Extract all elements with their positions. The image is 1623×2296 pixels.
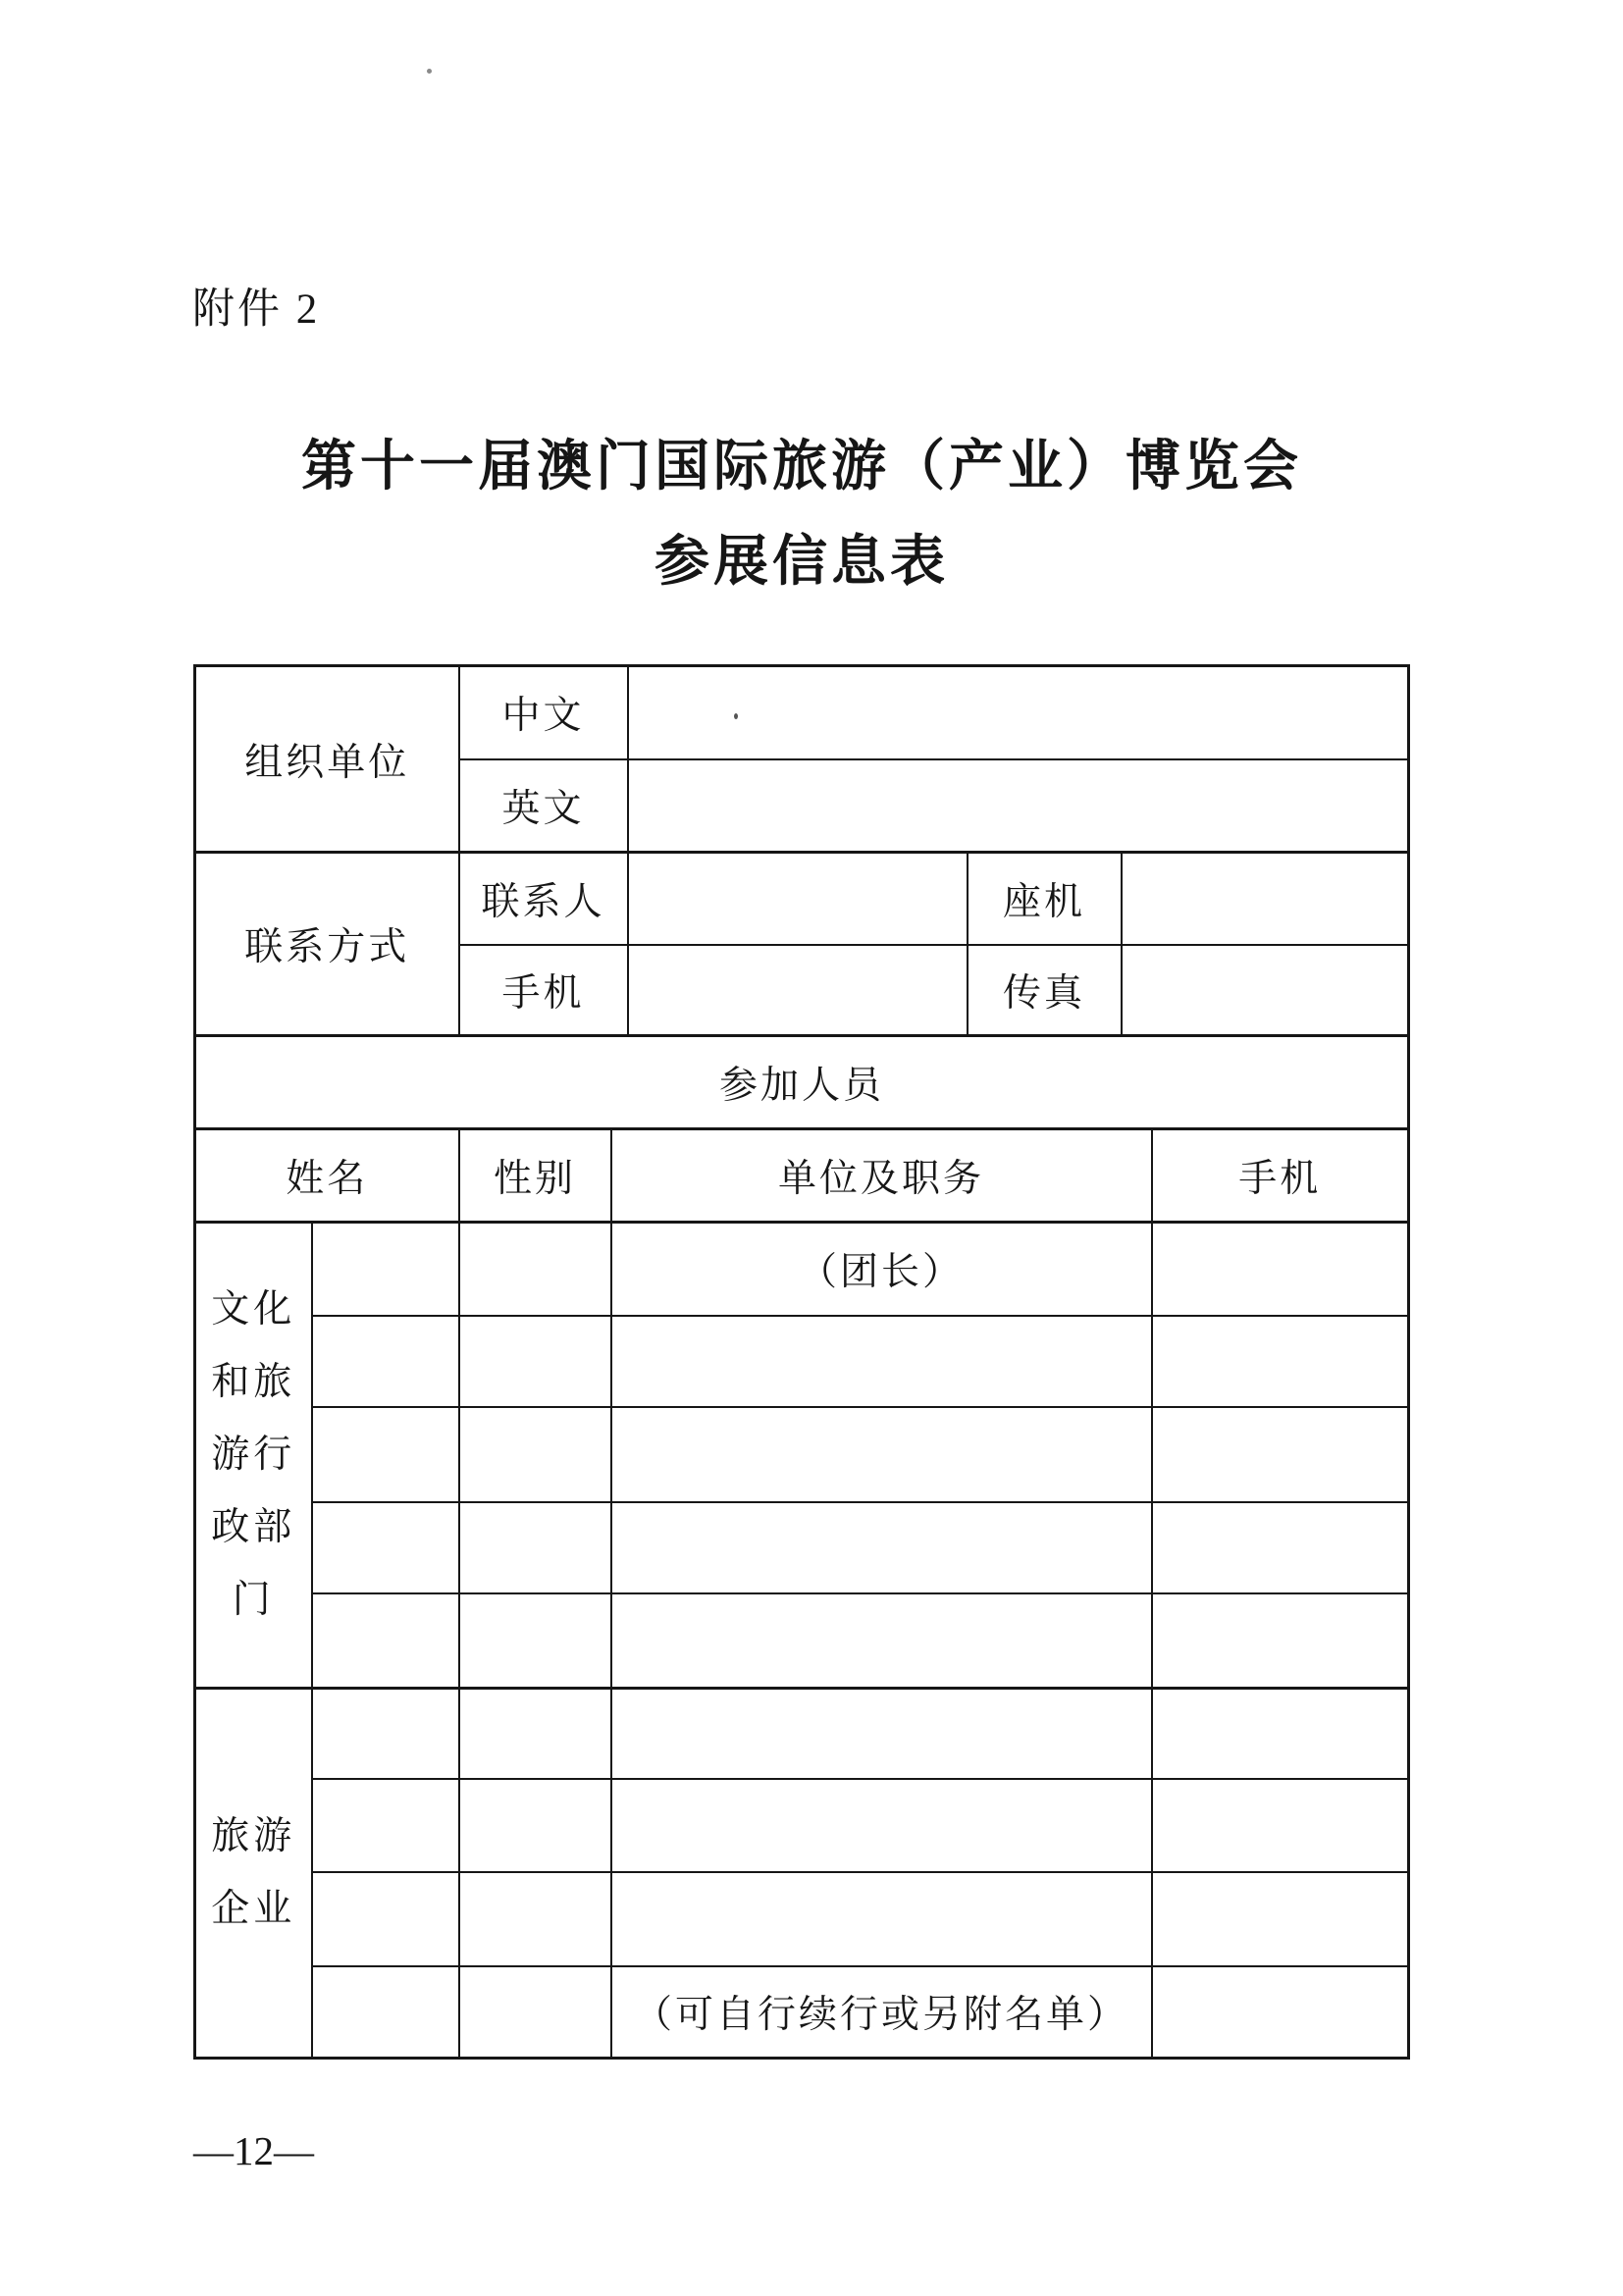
g1-r1-unit-cell: （团长） <box>611 1223 1152 1316</box>
contact-person-value-cell <box>628 853 968 945</box>
g1-r3-gender-cell <box>459 1407 611 1502</box>
title-line-1: 第十一届澳门国际旅游（产业）博览会 <box>301 437 1302 497</box>
group2-label <box>195 1689 312 2059</box>
org-cn-label: 中文 <box>459 666 628 759</box>
g1-r5-mobile-cell <box>1152 1593 1409 1689</box>
g2-r3-name-cell <box>312 1872 459 1966</box>
contact-mobile-value-cell <box>628 945 968 1036</box>
group1-label-text: 文化和旅游行政部门 <box>211 1288 296 1621</box>
g2-r1-unit-cell <box>611 1689 1152 1779</box>
participants-banner: 参加人员 <box>195 1036 1409 1129</box>
g1-r3-mobile-cell <box>1152 1407 1409 1502</box>
group1-label <box>195 1223 312 1689</box>
g1-r5-name-cell <box>312 1593 459 1689</box>
org-en-value-cell <box>628 759 1409 853</box>
header-mobile: 手机 <box>1152 1129 1409 1223</box>
g2-r2-mobile-cell <box>1152 1779 1409 1872</box>
document-title <box>194 420 1409 610</box>
g1-r4-unit-cell <box>611 1502 1152 1593</box>
g1-r5-gender-cell <box>459 1593 611 1689</box>
g2-r2-name-cell <box>312 1779 459 1872</box>
fax-label: 传真 <box>968 945 1122 1036</box>
g2-r1-mobile-cell <box>1152 1689 1409 1779</box>
attachment-label: 附件 2 <box>192 287 321 333</box>
group2-label-text: 旅游企业 <box>211 1815 296 1930</box>
g2-r3-gender-cell <box>459 1872 611 1966</box>
header-unit: 单位及职务 <box>611 1129 1152 1223</box>
title-line-2: 参展信息表 <box>654 532 949 593</box>
g2-r4-unit-cell: （可自行续行或另附名单） <box>611 1966 1152 2059</box>
g2-r4-mobile-cell <box>1152 1966 1409 2059</box>
g1-r2-mobile-cell <box>1152 1316 1409 1407</box>
g1-r1-gender-cell <box>459 1223 611 1316</box>
header-gender: 性别 <box>459 1129 611 1223</box>
g1-r3-name-cell <box>312 1407 459 1502</box>
g2-r1-name-cell <box>312 1689 459 1779</box>
g2-r3-unit-cell <box>611 1872 1152 1966</box>
org-en-label: 英文 <box>459 759 628 853</box>
g1-r4-gender-cell <box>459 1502 611 1593</box>
g2-r2-unit-cell <box>611 1779 1152 1872</box>
g1-r1-mobile-cell <box>1152 1223 1409 1316</box>
scan-artifact-dot <box>427 69 432 74</box>
g2-r2-gender-cell <box>459 1779 611 1872</box>
landline-label: 座机 <box>968 853 1122 945</box>
registration-form-table <box>193 664 1410 2060</box>
page-number: —12— <box>193 2128 314 2173</box>
g1-r2-name-cell <box>312 1316 459 1407</box>
g1-r4-mobile-cell <box>1152 1502 1409 1593</box>
g1-r4-name-cell <box>312 1502 459 1593</box>
g1-r2-gender-cell <box>459 1316 611 1407</box>
contact-method-label: 联系方式 <box>195 853 459 1036</box>
g2-r3-mobile-cell <box>1152 1872 1409 1966</box>
g2-r1-gender-cell <box>459 1689 611 1779</box>
contact-person-label: 联系人 <box>459 853 628 945</box>
header-name: 姓名 <box>195 1129 459 1223</box>
g1-r3-unit-cell <box>611 1407 1152 1502</box>
contact-mobile-label: 手机 <box>459 945 628 1036</box>
g2-r4-gender-cell <box>459 1966 611 2059</box>
org-unit-label: 组织单位 <box>195 666 459 853</box>
g1-r5-unit-cell <box>611 1593 1152 1689</box>
landline-value-cell <box>1122 853 1409 945</box>
org-cn-value-cell <box>628 666 1409 759</box>
g2-r4-name-cell <box>312 1966 459 2059</box>
g1-r2-unit-cell <box>611 1316 1152 1407</box>
g1-r1-name-cell <box>312 1223 459 1316</box>
fax-value-cell <box>1122 945 1409 1036</box>
